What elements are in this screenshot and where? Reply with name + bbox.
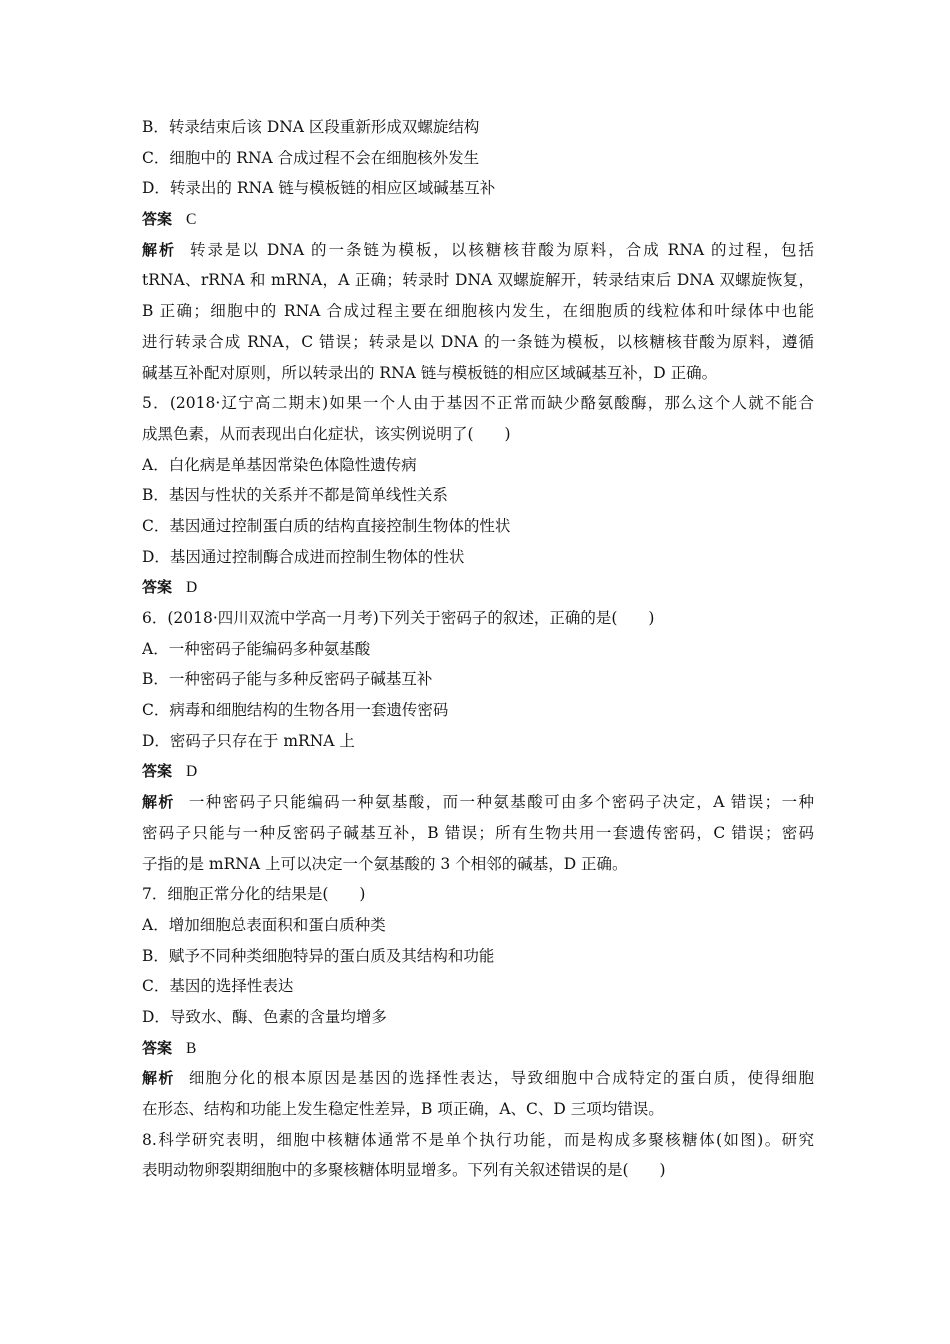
option-d: D．密码子只存在于 mRNA 上 xyxy=(142,731,355,750)
option-b: B．基因与性状的关系并不都是简单线性关系 xyxy=(142,486,448,505)
question-7 xyxy=(142,879,814,1125)
analysis-line: 碱基互补配对原则，所以转录出的 RNA 链与模板链的相应区域碱基互补，D 正确。 xyxy=(142,363,718,382)
answer-label: 答案 xyxy=(142,578,173,597)
question-stem: 7．细胞正常分化的结果是( ) xyxy=(142,885,366,904)
option-d: D．转录出的 RNA 链与模板链的相应区域碱基互补 xyxy=(142,179,496,198)
question-stem: 6．(2018·四川双流中学高一月考)下列关于密码子的叙述，正确的是( ) xyxy=(142,609,655,627)
answer-row xyxy=(142,756,814,787)
option-d: D．导致水、酶、色素的含量均增多 xyxy=(142,1007,387,1026)
analysis-label: 解析 xyxy=(142,1069,175,1088)
option-d: D．基因通过控制酶合成进而控制生物体的性状 xyxy=(142,547,465,566)
option-c: C．病毒和细胞结构的生物各用一套遗传密码 xyxy=(142,701,449,720)
analysis-line: tRNA、rRNA 和 mRNA，A 正确；转录时 DNA 双螺旋解开，转录结束后 DNA 双螺旋恢复， xyxy=(142,271,814,290)
answer-value: B xyxy=(186,1039,197,1057)
answer-label: 答案 xyxy=(142,762,173,781)
analysis-line: B 正确；细胞中的 RNA 合成过程主要在细胞核内发生，在细胞质的线粒体和叶绿体中也能 xyxy=(142,302,814,321)
option-a: A．增加细胞总表面积和蛋白质种类 xyxy=(142,915,386,934)
analysis-text: 转录是以 DNA 的一条链为模板，以核糖核苷酸为原料，合成 RNA 的过程，包括 xyxy=(189,240,814,259)
option-b: B．转录结束后该 DNA 区段重新形成双螺旋结构 xyxy=(142,118,480,136)
answer-row xyxy=(142,1033,814,1064)
option-a: A．白化病是单基因常染色体隐性遗传病 xyxy=(142,455,417,474)
analysis-text: 细胞分化的根本原因是基因的选择性表达，导致细胞中合成特定的蛋白质，使得细胞 xyxy=(188,1069,814,1088)
analysis-line: 进行转录合成 RNA，C 错误；转录是以 DNA 的一条链为模板，以核糖核苷酸为原料，遵循 xyxy=(142,332,814,351)
analysis-text: 一种密码子只能编码一种氨基酸，而一种氨基酸可由多个密码子决定，A 错误；一种 xyxy=(188,793,814,812)
question-stem: 8.科学研究表明，细胞中核糖体通常不是单个执行功能，而是构成多聚核糖体(如图)。研究 xyxy=(142,1130,814,1149)
analysis-line xyxy=(142,235,814,266)
answer-label: 答案 xyxy=(142,210,173,229)
analysis-line xyxy=(142,787,814,818)
question-4-continued xyxy=(142,112,814,388)
analysis-line: 子指的是 mRNA 上可以决定一个氨基酸的 3 个相邻的碱基，D 正确。 xyxy=(142,854,628,873)
answer-value: D xyxy=(186,579,198,597)
analysis-line xyxy=(142,1063,814,1094)
answer-value: D xyxy=(186,763,198,781)
option-c: C．基因通过控制蛋白质的结构直接控制生物体的性状 xyxy=(142,516,511,535)
analysis-line: 在形态、结构和功能上发生稳定性差异，B 项正确，A、C、D 三项均错误。 xyxy=(142,1100,664,1118)
option-b: B．赋予不同种类细胞特异的蛋白质及其结构和功能 xyxy=(142,946,495,965)
question-stem: 5．(2018·辽宁高二期末)如果一个人由于基因不正常而缺少酪氨酸酶，那么这个人就不能合 xyxy=(142,394,814,413)
question-6 xyxy=(142,603,814,879)
analysis-label: 解析 xyxy=(142,240,176,259)
option-c: C．细胞中的 RNA 合成过程不会在细胞核外发生 xyxy=(142,148,480,167)
question-8 xyxy=(142,1125,814,1186)
answer-value: C xyxy=(186,211,197,229)
question-5 xyxy=(142,388,814,603)
analysis-label: 解析 xyxy=(142,793,175,812)
question-stem: 表明动物卵裂期细胞中的多聚核糖体明显增多。下列有关叙述错误的是( ) xyxy=(142,1161,666,1180)
answer-row xyxy=(142,572,814,603)
analysis-line: 密码子只能与一种反密码子碱基互补，B 错误；所有生物共用一套遗传密码，C 错误；密码 xyxy=(142,823,814,842)
option-c: C．基因的选择性表达 xyxy=(142,977,294,996)
answer-row xyxy=(142,204,814,235)
answer-label: 答案 xyxy=(142,1038,173,1057)
option-b: B．一种密码子能与多种反密码子碱基互补 xyxy=(142,670,433,689)
option-a: A．一种密码子能编码多种氨基酸 xyxy=(142,639,371,658)
question-stem: 成黑色素，从而表现出白化症状，该实例说明了( ) xyxy=(142,424,511,443)
document-page xyxy=(142,112,814,1186)
